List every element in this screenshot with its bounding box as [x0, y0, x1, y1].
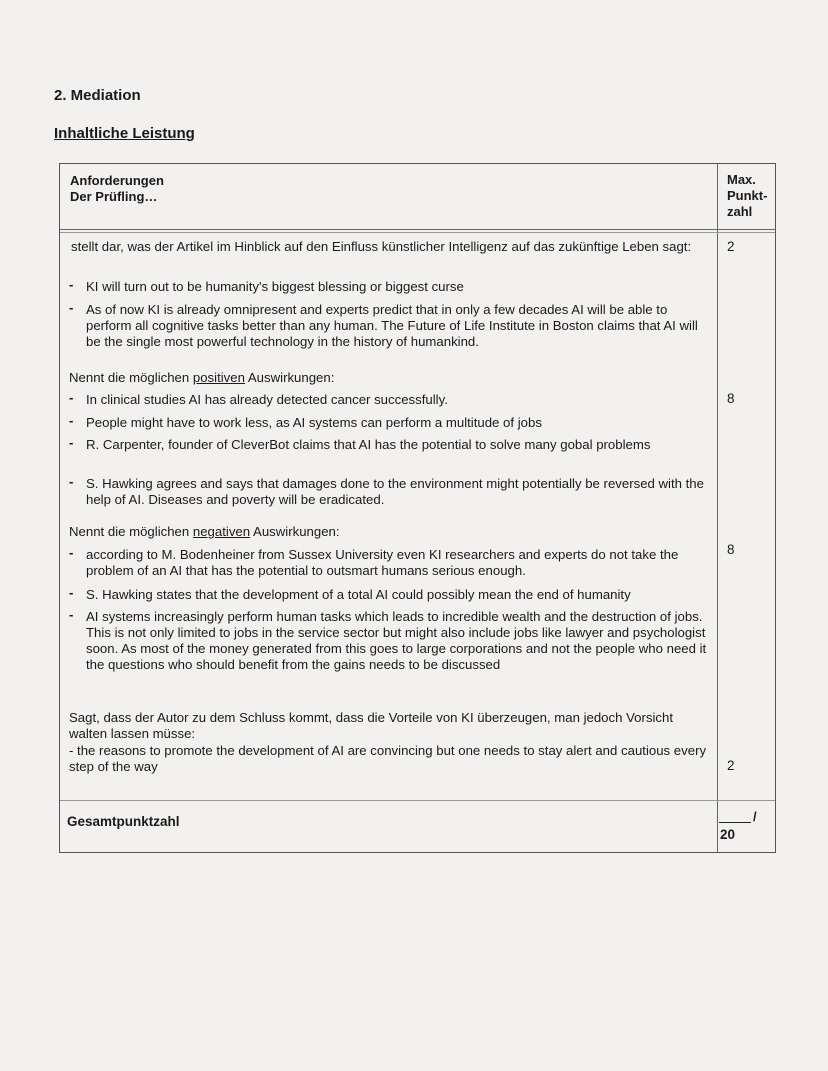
total-max-points: 20 [720, 827, 736, 842]
block3-bullet: - S. Hawking states that the development of a total AI could possibly mean the end of humanity [69, 587, 711, 603]
block3-intro [69, 524, 711, 540]
section-title: 2. Mediation [54, 87, 141, 104]
block2-bullet: - In clinical studies AI has already detected cancer successfully. [69, 392, 711, 408]
block3-bullet: - according to M. Bodenheiner from Sussex University even KI researchers and experts do not take the problem of an AI that has the potential to outsmart humans serious enough. [69, 547, 711, 579]
grading-table [59, 163, 776, 853]
header-requirements [70, 173, 164, 205]
bullet-text: KI will turn out to be humanity's biggest blessing or biggest curse [86, 279, 464, 294]
block2-bullet: - People might have to work less, as AI systems can perform a multitude of jobs [69, 415, 711, 431]
subsection-title: Inhaltliche Leistung [54, 125, 195, 142]
total-divider [60, 800, 775, 801]
block2-intro-underlined: positiven [192, 370, 245, 385]
block4-detail: - the reasons to promote the development of AI are convincing but one needs to stay alert and cautious every step of the way [69, 743, 707, 774]
header-max-points [727, 172, 767, 220]
score-slash: / [753, 809, 757, 824]
header-max-points-line1: Max. [727, 172, 756, 187]
block3-bullet: - AI systems increasingly perform human tasks which leads to incredible wealth and the destruction of jobs. This is not only limited to jobs in the service sector but might also include jobs like lawyer and psychologist soon. As most of the money generated from this goes to large corporations and not the people who need it the questions who should benefit from the gains needs to be discussed [69, 609, 711, 673]
bullet-text: As of now KI is already omnipresent and experts predict that in only a few decades AI will be able to perform all cognitive tasks better than any human. The Future of Life Institute in Boston claims that AI will be the single most powerful technology in the history of humankind. [86, 302, 698, 349]
bullet-text: In clinical studies AI has already detected cancer successfully. [86, 392, 448, 407]
header-max-points-line3: zahl [727, 204, 753, 219]
total-label: Gesamtpunktzahl [67, 814, 180, 829]
header-requirements-line1: Anforderungen [70, 173, 164, 188]
block2-intro-suffix: Auswirkungen: [244, 370, 335, 385]
block2-bullet: - S. Hawking agrees and says that damages done to the environment might potentially be reversed with the help of AI. Diseases and poverty will be eradicated. [69, 476, 711, 508]
header-requirements-line2: Der Prüfling… [70, 189, 158, 204]
block2-points: 8 [727, 391, 735, 406]
block1-bullet: - As of now KI is already omnipresent and experts predict that in only a few decades AI will be able to perform all cognitive tasks better than any human. The Future of Life Institute in Boston claims that AI will be the single most powerful technology in the history of humankind. [69, 302, 711, 350]
block1-bullet: - KI will turn out to be humanity's biggest blessing or biggest curse [69, 279, 711, 295]
block4-points: 2 [727, 758, 735, 773]
column-divider [717, 164, 718, 852]
header-divider-secondary [60, 232, 775, 233]
bullet-text: R. Carpenter, founder of CleverBot claims that AI has the potential to solve many gobal problems [86, 437, 651, 452]
block4-intro: Sagt, dass der Autor zu dem Schluss kommt, dass die Vorteile von KI überzeugen, man jedoch Vorsicht walten lassen müsse: [69, 710, 674, 741]
block1-intro: stellt dar, was der Artikel im Hinblick auf den Einfluss künstlicher Intelligenz auf das zukünftige Leben sagt: [71, 239, 692, 254]
block3-points: 8 [727, 542, 735, 557]
bullet-text: S. Hawking states that the development of a total AI could possibly mean the end of humanity [86, 587, 631, 602]
header-max-points-line2: Punkt- [727, 188, 768, 203]
block1-points: 2 [727, 239, 735, 254]
score-blank-line [719, 822, 751, 823]
block3-intro-suffix: Auswirkungen: [250, 524, 340, 539]
bullet-text: according to M. Bodenheiner from Sussex University even KI researchers and experts do not take the problem of an AI that has the potential to outsmart humans serious enough. [86, 547, 679, 578]
block2-intro [69, 370, 711, 386]
header-divider [60, 229, 775, 230]
block3-intro-underlined: negativen [192, 524, 251, 539]
bullet-text: S. Hawking agrees and says that damages done to the environment might potentially be reversed with the help of AI. Diseases and poverty will be eradicated. [86, 476, 704, 507]
block2-bullet: - R. Carpenter, founder of CleverBot claims that AI has the potential to solve many gobal problems [69, 437, 711, 453]
bullet-text: People might have to work less, as AI systems can perform a multitude of jobs [86, 415, 542, 430]
block2-intro-prefix: Nennt die möglichen [69, 370, 193, 385]
bullet-text: AI systems increasingly perform human tasks which leads to incredible wealth and the destruction of jobs. This is not only limited to jobs in the service sector but might also include jobs like lawyer and psychologist soon. As most of the money generated from this goes to large corporations and not the people who need it the questions who should benefit from the gains needs to be discussed [86, 609, 707, 672]
block3-intro-prefix: Nennt die möglichen [69, 524, 193, 539]
